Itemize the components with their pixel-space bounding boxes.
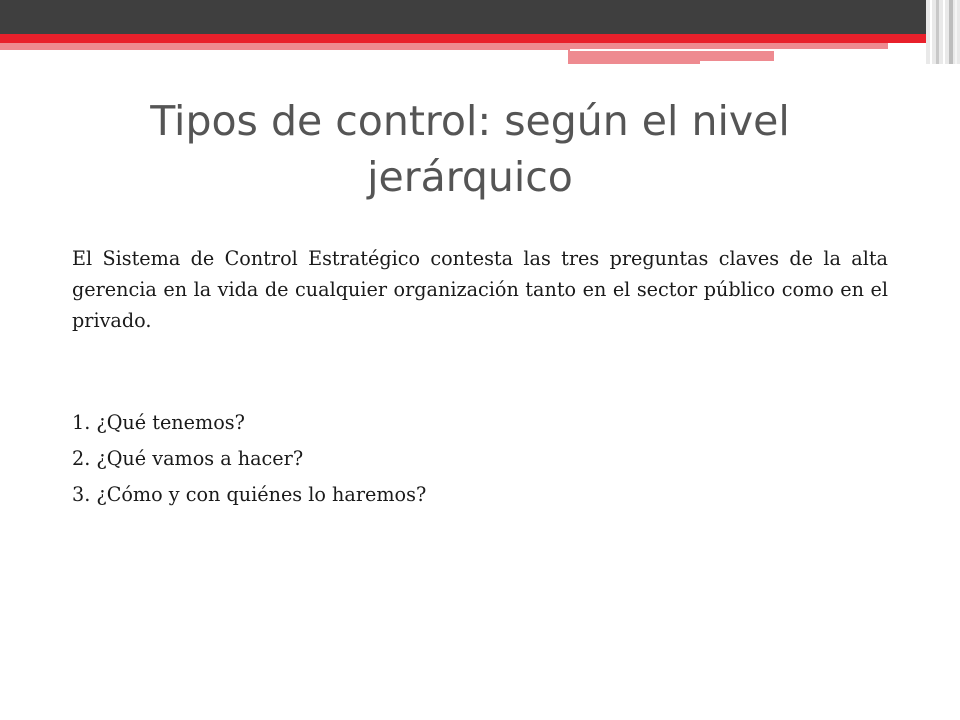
header-stripe bbox=[930, 0, 932, 64]
list-item: 2. ¿Qué vamos a hacer? bbox=[72, 447, 304, 470]
header-band-pink-left bbox=[0, 43, 568, 50]
header-band-highlight bbox=[570, 49, 888, 51]
slide-body bbox=[72, 243, 888, 336]
header-band-dark bbox=[0, 0, 960, 34]
header-stripe bbox=[949, 0, 953, 64]
header-band-highlight-lower bbox=[700, 61, 776, 64]
header-band-red bbox=[0, 34, 960, 43]
slide-title: Tipos de control: según el nivel jerárquico bbox=[150, 97, 790, 201]
question-list bbox=[72, 405, 426, 513]
header-stripe bbox=[955, 0, 957, 64]
intro-paragraph: El Sistema de Control Estratégico contesta las tres preguntas claves de la alta gerencia en la vida de cualquier organización tanto en el sector público como en el privado. bbox=[72, 247, 888, 332]
list-item: 1. ¿Qué tenemos? bbox=[72, 411, 245, 434]
list-item: 3. ¿Cómo y con quiénes lo haremos? bbox=[72, 483, 427, 506]
header-stripe bbox=[936, 0, 939, 64]
header-stripe bbox=[943, 0, 945, 64]
